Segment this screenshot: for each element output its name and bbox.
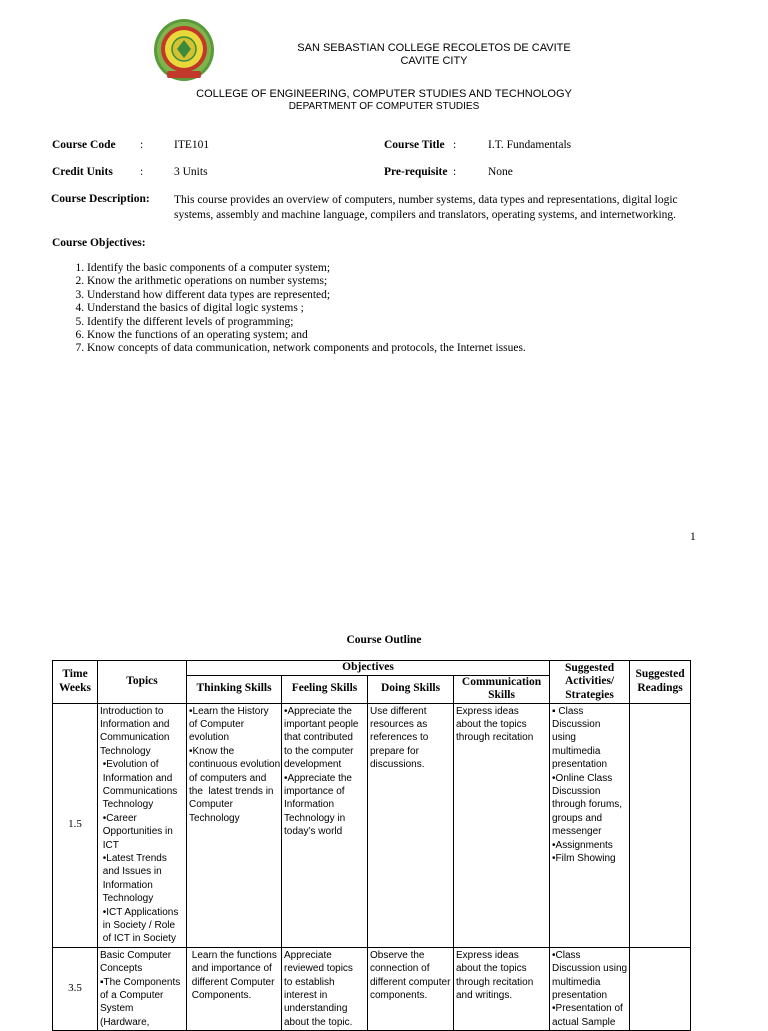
objective-item: 2. Know the arithmetic operations on number systems; [87,275,526,288]
cell-text-line: in Society / Role [100,920,176,931]
course-objectives-heading: Course Objectives: [52,237,146,249]
course-outline-title: Course Outline [346,634,422,646]
cell-text-line: of computers and [189,772,267,784]
header-objectives: Objectives [187,661,550,676]
cell-text-line: Express ideas [456,949,519,961]
cell-communication [454,947,550,1030]
table-header-row [53,661,691,676]
cell-text-line: Technology [100,799,154,811]
cell-text-line: System [100,1003,134,1015]
cell-activities [550,947,630,1030]
cell-text-line: interest in [284,990,328,1002]
credit-units-label: Credit Units [52,166,113,178]
objective-item: 1. Identify the basic components of a computer system; [87,262,526,275]
cell-text-line: and writings. [456,990,513,1002]
cell-text-line: •Assignments [552,839,613,851]
header-thinking-skills: Thinking Skills [187,675,282,703]
cell-text-line: different computer [370,976,451,988]
college-name: COLLEGE OF ENGINEERING, COMPUTER STUDIES AND TECHNOLOGY [196,88,572,100]
cell-topics [98,703,187,947]
cell-text-line: about the topics [456,963,527,975]
cell-text-line: Observe the [370,949,425,961]
cell-text-line: •Know the [189,745,235,757]
cell-text-line: •Appreciate the [284,705,352,717]
cell-text-line: references to [370,732,429,744]
cell-text-line: about the topics [456,718,527,730]
cell-text-line: Computer [189,799,233,811]
objective-item: 3. Understand how different data types are represented; [87,289,526,302]
cell-text-line: Technology [100,893,154,905]
cell-text-line: of ICT in Society [100,933,176,945]
cell-thinking [187,703,282,947]
cell-feeling [282,947,368,1030]
cell-text-line: and Issues in [100,866,162,878]
prerequisite-label: Pre-requisite [384,166,448,178]
cell-text-line: messenger [552,826,602,838]
cell-text-line: Discussion [552,718,601,730]
header-topics: Topics [98,661,187,704]
cell-text-line: Learn the functions [189,949,277,961]
cell-text-line: of Computer [189,718,245,730]
header-readings: Suggested Readings [630,661,691,704]
cell-text-line: Information [284,799,335,811]
cell-text-line: Communications [100,785,178,797]
cell-text-line: multimedia [552,745,601,757]
cell-readings [630,947,691,1030]
cell-text-line: presentation [552,759,608,771]
cell-text-line: using [552,732,576,744]
objective-item: 4. Understand the basics of digital logic systems ; [87,302,526,315]
cell-text-line: Appreciate [284,949,332,961]
cell-text-line: today’s world [284,826,343,838]
cell-doing [368,947,454,1030]
course-title-value: I.T. Fundamentals [488,139,572,151]
school-city: CAVITE CITY [400,55,468,67]
header-activities: Suggested Activities/ Strategies [550,661,630,704]
cell-text-line: different Computer [189,976,275,988]
course-description-label: Course Description: [51,193,150,205]
cell-text-line: •Evolution of [100,759,159,771]
cell-feeling [282,703,368,947]
cell-text-line: Communication [100,732,170,744]
cell-communication [454,703,550,947]
department-name: DEPARTMENT OF COMPUTER STUDIES [288,101,480,112]
prerequisite-value: None [488,166,513,178]
table-row [53,703,691,947]
prerequisite-colon: : [453,166,457,178]
course-code-value: ITE101 [174,139,210,151]
cell-text-line: Basic Computer [100,949,172,961]
cell-text-line: the latest trends in [189,785,274,797]
cell-text-line: multimedia [552,976,601,988]
cell-text-line: understanding [284,1003,348,1015]
cell-text-line: through forums, [552,799,623,811]
cell-text-line: connection of [370,963,430,975]
cell-text-line: through recitation [456,976,534,988]
cell-thinking [187,947,282,1030]
cell-text-line: •Career [100,812,137,824]
school-name: SAN SEBASTIAN COLLEGE RECOLETOS DE CAVITE [297,42,571,54]
course-title-colon: : [453,139,457,151]
cell-readings [630,703,691,947]
cell-text-line: Technology [189,812,240,824]
cell-text-line: Opportunities in [100,826,173,838]
cell-text-line: Discussion [552,785,601,797]
cell-topics [98,947,187,1030]
cell-activities [550,703,630,947]
header-communication-skills: Communication Skills [454,675,550,703]
cell-text-line: Concepts [100,963,143,975]
cell-text-line: actual Sample [552,1016,616,1028]
cell-text-line: ▪ Class [552,705,584,717]
course-title-label: Course Title [384,139,445,151]
cell-text-line: discussions. [370,759,425,771]
cell-text-line: Technology in [284,812,346,824]
cell-text-line: components. [370,990,428,1002]
cell-text-line: continuous evolution [189,759,281,771]
course-code-colon: : [140,139,144,151]
cell-text-line: about the topic. [284,1016,353,1028]
cell-text-line: •Presentation of [552,1003,623,1015]
header-doing-skills: Doing Skills [368,675,454,703]
cell-text-line: prepare for [370,745,419,757]
credit-units-value: 3 Units [174,166,208,178]
credit-units-colon: : [140,166,144,178]
cell-text-line: of a Computer [100,990,164,1002]
cell-time-weeks: 1.5 [53,703,98,947]
cell-text-line: Information and [100,718,170,730]
cell-text-line: Information and [100,772,173,784]
cell-text-line: importance of [284,785,345,797]
cell-text-line: Components. [189,990,252,1002]
course-outline-table [52,660,691,1031]
page-number: 1 [690,531,696,543]
cell-text-line: ICT [100,839,119,851]
cell-text-line: evolution [189,732,230,744]
cell-text-line: to the computer [284,745,354,757]
cell-text-line: •Latest Trends [100,852,167,864]
cell-text-line: important people [284,718,359,730]
cell-text-line: presentation [552,990,608,1002]
cell-text-line: •ICT Applications [100,906,179,918]
cell-text-line: •Film Showing [552,852,616,864]
course-code-label: Course Code [52,139,116,151]
cell-text-line: Discussion using [552,963,628,975]
header-time-weeks: Time Weeks [53,661,98,704]
cell-text-line: Information [100,879,153,891]
seal-banner [167,71,201,78]
cell-text-line: •Appreciate the [284,772,352,784]
cell-text-line: Technology [100,745,151,757]
header-feeling-skills: Feeling Skills [282,675,368,703]
cell-text-line: Introduction to [100,705,164,717]
cell-text-line: •Learn the History [189,705,269,717]
cell-text-line: ▪The Components [100,976,181,988]
cell-text-line: and importance of [189,963,272,975]
cell-text-line: Express ideas [456,705,519,717]
cell-text-line: reviewed topics [284,963,353,975]
cell-text-line: •Class [552,949,581,961]
objective-item: 7. Know concepts of data communication, network components and protocols, the Internet issues. [87,342,526,355]
cell-doing [368,703,454,947]
cell-text-line: to establish [284,976,335,988]
cell-text-line: resources as [370,718,428,730]
cell-text-line: groups and [552,812,603,824]
objective-item: 5. Identify the different levels of programming; [87,316,526,329]
cell-text-line: that contributed [284,732,353,744]
cell-text-line: Use different [370,705,427,717]
cell-text-line: through recitation [456,732,534,744]
course-objectives-list [52,262,526,356]
cell-text-line: •Online Class [552,772,613,784]
course-description-text: This course provides an overview of computers, number systems, data types and representations, digital logic systems, assembly and machine language, compilers and translators, operating systems, and internetworking. [174,194,678,221]
cell-text-line: development [284,759,342,771]
cell-text-line: (Hardware, [100,1016,150,1028]
objective-item: 6. Know the functions of an operating system; and [87,329,526,342]
cell-time-weeks: 3.5 [53,947,98,1030]
table-row [53,947,691,1030]
